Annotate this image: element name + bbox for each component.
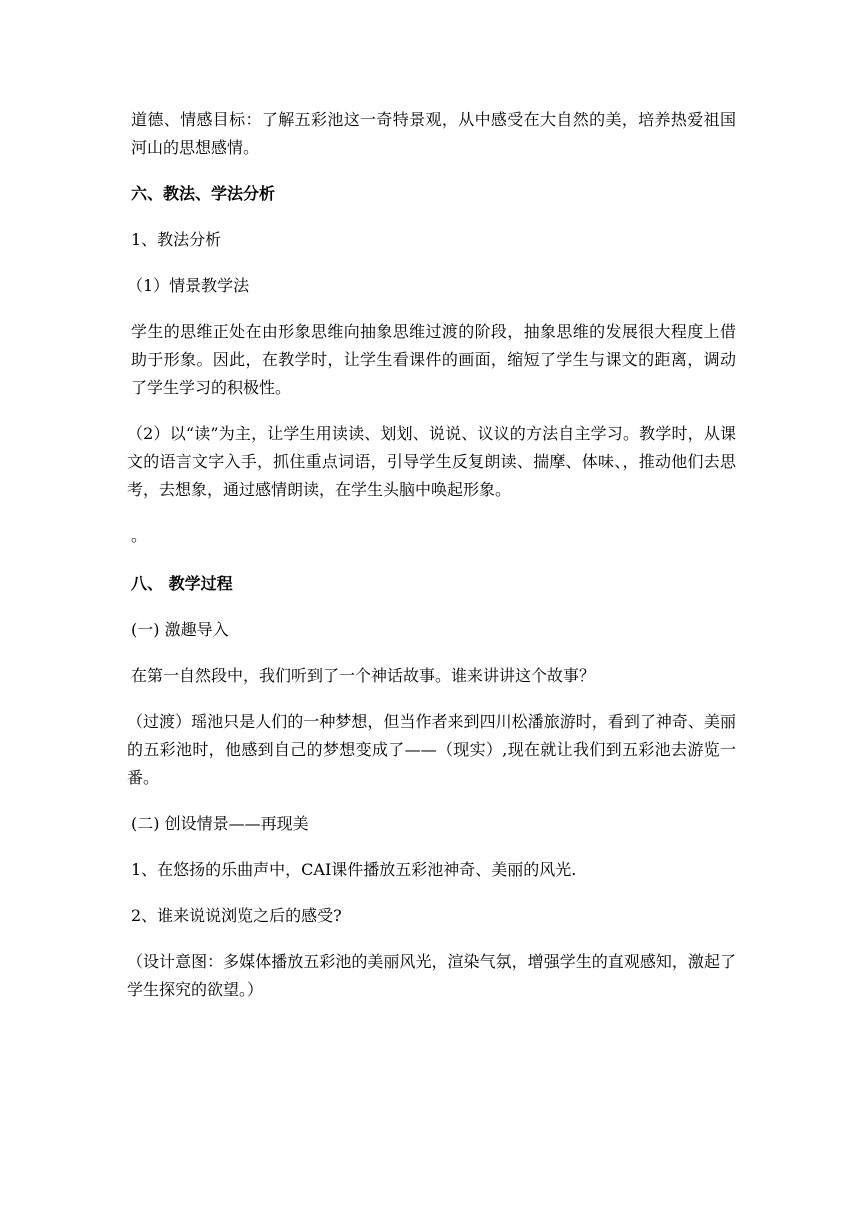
step-two-item-1-paragraph: 1、在悠扬的乐曲声中，CAI课件播放五彩池神奇、美丽的风光. (131, 860, 577, 879)
step-two-item-2-paragraph: 2、谁来说说浏览之后的感受? (131, 906, 342, 925)
section-six-heading: 六、教法、学法分析 (131, 184, 276, 203)
scene-method-paragraph: （1）情景教学法 (127, 276, 250, 295)
reading-method-paragraph: （2）以“读”为主，让学生用读读、划划、说说、议议的方法自主学习。教学时，从课文的语言文字入手，抓住重点词语，引导学生反复朗读、揣摩、体味、，推动他们去思考，去想象，通过感情朗读，在学生头脑中唤起形象。 (127, 424, 736, 499)
scene-method-body-paragraph: 学生的思维正处在由形象思维向抽象思维过渡的阶段，抽象思维的发展很大程度上借助于形象。因此，在教学时，让学生看课件的画面，缩短了学生与课文的距离，调动了学生学习的积极性。 (131, 322, 736, 397)
lone-period-paragraph: 。 (131, 526, 148, 545)
section-eight-heading: 八、 教学过程 (131, 574, 233, 593)
transition-paragraph: （过渡）瑶池只是人们的一种梦想，但当作者来到四川松潘旅游时，看到了神奇、美丽的五彩池时，他感到自己的梦想变成了——（现实）,现在就让我们到五彩池去游览一番。 (127, 712, 736, 787)
step-one-body-paragraph: 在第一自然段中，我们听到了一个神话故事。谁来讲讲这个故事？ (131, 666, 596, 685)
document-body (127, 106, 736, 1022)
step-two-paragraph: (二) 创设情景——再现美 (131, 814, 309, 833)
moral-goal-paragraph: 道德、情感目标：了解五彩池这一奇特景观，从中感受在大自然的美，培养热爱祖国河山的思想感情。 (131, 110, 736, 157)
step-one-paragraph: (一) 激趣导入 (131, 620, 229, 639)
design-intent-paragraph: （设计意图：多媒体播放五彩池的美丽风光，渲染气氛，增强学生的直观感知，激起了学生探究的欲望。） (127, 952, 736, 999)
method-analysis-paragraph: 1、教法分析 (131, 230, 222, 249)
